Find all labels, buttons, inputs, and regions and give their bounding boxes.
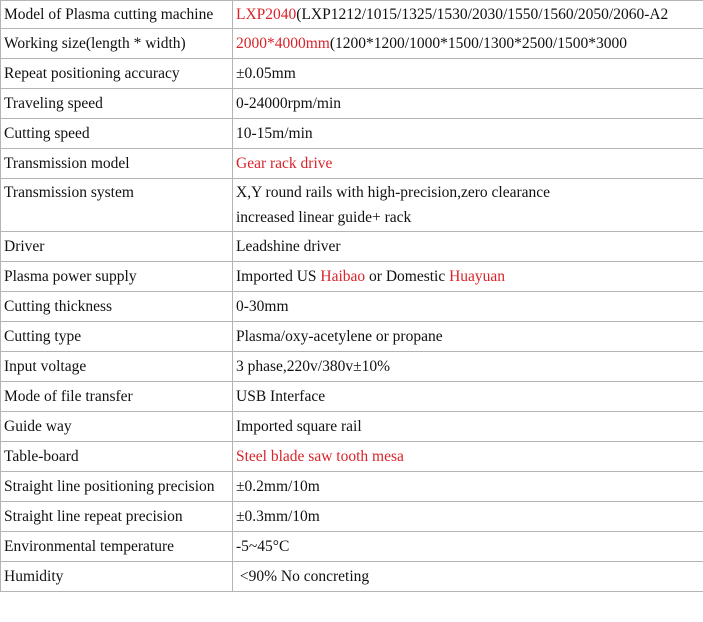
working-size-variants: (1200*1200/1000*1500/1300*2500/1500*3000 [329, 35, 627, 52]
value-model [233, 1, 703, 29]
label-humidity: Humidity [1, 562, 233, 592]
model-variants: (LXP1212/1015/1325/1530/2030/1550/1560/2050/2060-A2 [296, 6, 669, 23]
table-row [1, 232, 703, 262]
value-humidity: <90% No concreting [233, 562, 703, 592]
value-line-repeat-precision: ±0.3mm/10m [233, 502, 703, 532]
table-row [1, 412, 703, 442]
table-row [1, 1, 703, 29]
label-line-positioning-precision: Straight line positioning precision [1, 472, 233, 502]
label-working-size: Working size(length * width) [1, 29, 233, 59]
value-cutting-thickness: 0-30mm [233, 292, 703, 322]
value-cutting-speed: 10-15m/min [233, 119, 703, 149]
value-environmental-temperature: -5~45°C [233, 532, 703, 562]
table-row [1, 29, 703, 59]
power-supply-mid: or Domestic [365, 268, 450, 285]
label-traveling-speed: Traveling speed [1, 89, 233, 119]
table-row [1, 442, 703, 472]
working-size-highlight: 2000*4000mm [236, 35, 330, 52]
table-row [1, 262, 703, 292]
value-transmission-model: Gear rack drive [233, 149, 703, 179]
label-line-repeat-precision: Straight line repeat precision [1, 502, 233, 532]
table-row [1, 59, 703, 89]
value-traveling-speed: 0-24000rpm/min [233, 89, 703, 119]
table-row [1, 292, 703, 322]
power-supply-prefix: Imported US [236, 268, 321, 285]
value-plasma-power-supply [233, 262, 703, 292]
label-repeat-positioning: Repeat positioning accuracy [1, 59, 233, 89]
table-row [1, 382, 703, 412]
label-plasma-power-supply: Plasma power supply [1, 262, 233, 292]
label-guide-way: Guide way [1, 412, 233, 442]
table-row [1, 502, 703, 532]
table-row [1, 119, 703, 149]
label-cutting-type: Cutting type [1, 322, 233, 352]
label-cutting-thickness: Cutting thickness [1, 292, 233, 322]
table-row [1, 562, 703, 592]
table-row [1, 532, 703, 562]
value-repeat-positioning: ±0.05mm [233, 59, 703, 89]
value-table-board: Steel blade saw tooth mesa [233, 442, 703, 472]
value-line-positioning-precision: ±0.2mm/10m [233, 472, 703, 502]
transmission-system-line-2: increased linear guide+ rack [236, 209, 412, 226]
table-row [1, 179, 703, 232]
value-guide-way: Imported square rail [233, 412, 703, 442]
transmission-system-line-1: X,Y round rails with high-precision,zero clearance [236, 184, 551, 201]
label-environmental-temperature: Environmental temperature [1, 532, 233, 562]
value-input-voltage: 3 phase,220v/380v±10% [233, 352, 703, 382]
label-file-transfer: Mode of file transfer [1, 382, 233, 412]
value-working-size [233, 29, 703, 59]
model-highlight: LXP2040 [236, 6, 297, 23]
table-row [1, 322, 703, 352]
label-driver: Driver [1, 232, 233, 262]
table-row [1, 89, 703, 119]
label-transmission-system: Transmission system [1, 179, 233, 232]
value-cutting-type: Plasma/oxy-acetylene or propane [233, 322, 703, 352]
label-input-voltage: Input voltage [1, 352, 233, 382]
value-transmission-system [233, 179, 703, 232]
table-row [1, 352, 703, 382]
value-driver: Leadshine driver [233, 232, 703, 262]
label-transmission-model: Transmission model [1, 149, 233, 179]
table-row [1, 472, 703, 502]
table-row [1, 149, 703, 179]
label-model: Model of Plasma cutting machine [1, 1, 233, 29]
power-supply-brand-haibao: Haibao [320, 268, 366, 285]
value-file-transfer: USB Interface [233, 382, 703, 412]
label-table-board: Table-board [1, 442, 233, 472]
power-supply-brand-huayuan: Huayuan [449, 268, 506, 285]
label-cutting-speed: Cutting speed [1, 119, 233, 149]
